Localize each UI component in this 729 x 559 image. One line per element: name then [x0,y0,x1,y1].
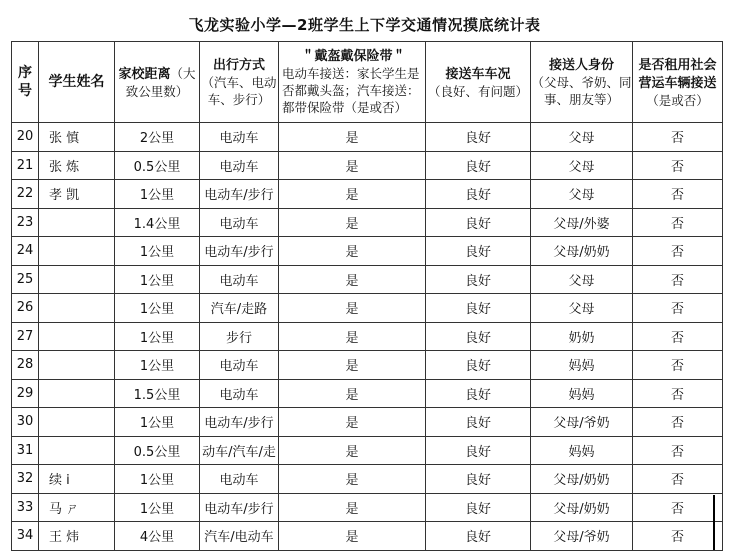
table-row [12,180,723,209]
cell-travel: 电动车/步行 [200,493,279,522]
cell-seq: 21 [12,151,39,180]
table-row [12,237,723,266]
cell-rental: 否 [633,294,723,323]
cell-distance: 4公里 [115,522,200,551]
cell-helmet: 是 [279,379,426,408]
cell-rental: 否 [633,151,723,180]
cell-vehicle: 良好 [426,265,531,294]
cell-vehicle: 良好 [426,522,531,551]
cell-distance: 2公里 [115,123,200,152]
cell-seq: 32 [12,465,39,494]
cell-person: 父母 [531,294,633,323]
cell-vehicle: 良好 [426,351,531,380]
cell-travel: 电动车 [200,379,279,408]
table-row [12,322,723,351]
cell-name [39,436,115,465]
cell-person: 妈妈 [531,351,633,380]
table-row [12,265,723,294]
cell-name [39,322,115,351]
cell-seq: 31 [12,436,39,465]
cell-helmet: 是 [279,436,426,465]
cell-distance: 0.5公里 [115,151,200,180]
cell-vehicle: 良好 [426,208,531,237]
cell-person: 父母 [531,180,633,209]
cell-rental: 否 [633,351,723,380]
cell-travel: 电动车/步行 [200,237,279,266]
cell-vehicle: 良好 [426,408,531,437]
cell-seq: 24 [12,237,39,266]
header-seq: 序号 [12,42,39,123]
cell-distance: 1公里 [115,294,200,323]
cell-rental: 否 [633,522,723,551]
cell-helmet: 是 [279,294,426,323]
cell-distance: 1公里 [115,408,200,437]
cell-person: 父母 [531,151,633,180]
cell-distance: 1公里 [115,237,200,266]
cell-rental: 否 [633,123,723,152]
cell-seq: 27 [12,322,39,351]
cell-helmet: 是 [279,151,426,180]
cell-person: 父母/爷奶 [531,408,633,437]
traffic-survey-table [11,41,723,551]
cell-distance: 1公里 [115,180,200,209]
cell-name [39,408,115,437]
table-row [12,294,723,323]
cell-rental: 否 [633,436,723,465]
cell-name: 王 炜 [39,522,115,551]
cell-distance: 1公里 [115,265,200,294]
cell-travel: 电动车 [200,123,279,152]
table-row [12,379,723,408]
cell-rental: 否 [633,493,723,522]
cell-distance: 1公里 [115,351,200,380]
header-name: 学生姓名 [39,42,115,123]
cell-rental: 否 [633,265,723,294]
cell-distance: 1公里 [115,493,200,522]
cell-name: 张 炼 [39,151,115,180]
table-row [12,151,723,180]
cell-rental: 否 [633,208,723,237]
cell-helmet: 是 [279,123,426,152]
cell-name [39,379,115,408]
cell-person: 父母/奶奶 [531,493,633,522]
cell-distance: 1.4公里 [115,208,200,237]
cell-seq: 28 [12,351,39,380]
cell-person: 妈妈 [531,379,633,408]
cell-travel: 电动车 [200,208,279,237]
cell-vehicle: 良好 [426,180,531,209]
cell-helmet: 是 [279,237,426,266]
cell-vehicle: 良好 [426,294,531,323]
header-row [12,42,723,123]
cell-rental: 否 [633,379,723,408]
cell-distance: 1公里 [115,322,200,351]
cell-travel: 步行 [200,322,279,351]
cell-travel: 电动车 [200,151,279,180]
cell-vehicle: 良好 [426,123,531,152]
cell-seq: 30 [12,408,39,437]
cell-distance: 1公里 [115,465,200,494]
cell-helmet: 是 [279,180,426,209]
cell-helmet: 是 [279,351,426,380]
cell-travel: 电动车 [200,265,279,294]
cell-vehicle: 良好 [426,379,531,408]
cell-name [39,351,115,380]
cell-name [39,237,115,266]
table-row [12,408,723,437]
cell-name: 孝 凯 [39,180,115,209]
header-travel: 出行方式 （汽车、电动车、步行） [200,42,279,123]
cell-seq: 20 [12,123,39,152]
cell-person: 奶奶 [531,322,633,351]
cell-name: 张 慎 [39,123,115,152]
table-row [12,436,723,465]
cell-distance: 1.5公里 [115,379,200,408]
cell-seq: 29 [12,379,39,408]
table-row [12,522,723,551]
cell-travel: 电动车 [200,351,279,380]
cell-vehicle: 良好 [426,237,531,266]
header-person: 接送人身份 （父母、爷奶、同事、朋友等） [531,42,633,123]
cell-person: 父母 [531,123,633,152]
cell-seq: 25 [12,265,39,294]
cell-helmet: 是 [279,208,426,237]
table-row [12,493,723,522]
cell-helmet: 是 [279,522,426,551]
cell-name: 续 i [39,465,115,494]
cell-rental: 否 [633,180,723,209]
cell-name: 马 ㄕ [39,493,115,522]
header-helmet: ＂戴盔戴保险带＂ 电动车接送：家长学生是否都戴头盔；汽车接送：都带保险带（是或否） [279,42,426,123]
cell-person: 父母/奶奶 [531,237,633,266]
cell-helmet: 是 [279,265,426,294]
table-row [12,123,723,152]
table-row [12,465,723,494]
cell-travel: 汽车/电动车 [200,522,279,551]
header-rental: 是否租用社会营运车辆接送 （是或否） [633,42,723,123]
cell-person: 妈妈 [531,436,633,465]
cell-vehicle: 良好 [426,436,531,465]
cell-travel: 电动车/步行 [200,180,279,209]
cell-name [39,208,115,237]
cell-name [39,294,115,323]
cell-person: 父母 [531,265,633,294]
cell-person: 父母/爷奶 [531,522,633,551]
cell-rental: 否 [633,465,723,494]
cell-vehicle: 良好 [426,493,531,522]
page-title: 飞龙实验小学—2班学生上下学交通情况摸底统计表 [188,16,541,34]
cell-seq: 34 [12,522,39,551]
cell-seq: 23 [12,208,39,237]
cell-rental: 否 [633,237,723,266]
table-row [12,208,723,237]
cell-travel: 电动车 [200,465,279,494]
cell-seq: 33 [12,493,39,522]
cell-vehicle: 良好 [426,465,531,494]
cell-helmet: 是 [279,493,426,522]
cell-name [39,265,115,294]
cell-travel: 动车/汽车/走 [200,436,279,465]
cell-helmet: 是 [279,465,426,494]
cell-travel: 电动车/步行 [200,408,279,437]
cell-person: 父母/奶奶 [531,465,633,494]
page-edge-mark [713,495,715,550]
cell-helmet: 是 [279,322,426,351]
header-distance: 家校距离（大致公里数） [115,42,200,123]
header-vehicle: 接送车车况 （良好、有问题） [426,42,531,123]
cell-rental: 否 [633,408,723,437]
cell-distance: 0.5公里 [115,436,200,465]
cell-helmet: 是 [279,408,426,437]
cell-seq: 22 [12,180,39,209]
cell-travel: 汽车/走路 [200,294,279,323]
cell-rental: 否 [633,322,723,351]
cell-vehicle: 良好 [426,151,531,180]
cell-person: 父母/外婆 [531,208,633,237]
cell-vehicle: 良好 [426,322,531,351]
cell-seq: 26 [12,294,39,323]
table-row [12,351,723,380]
